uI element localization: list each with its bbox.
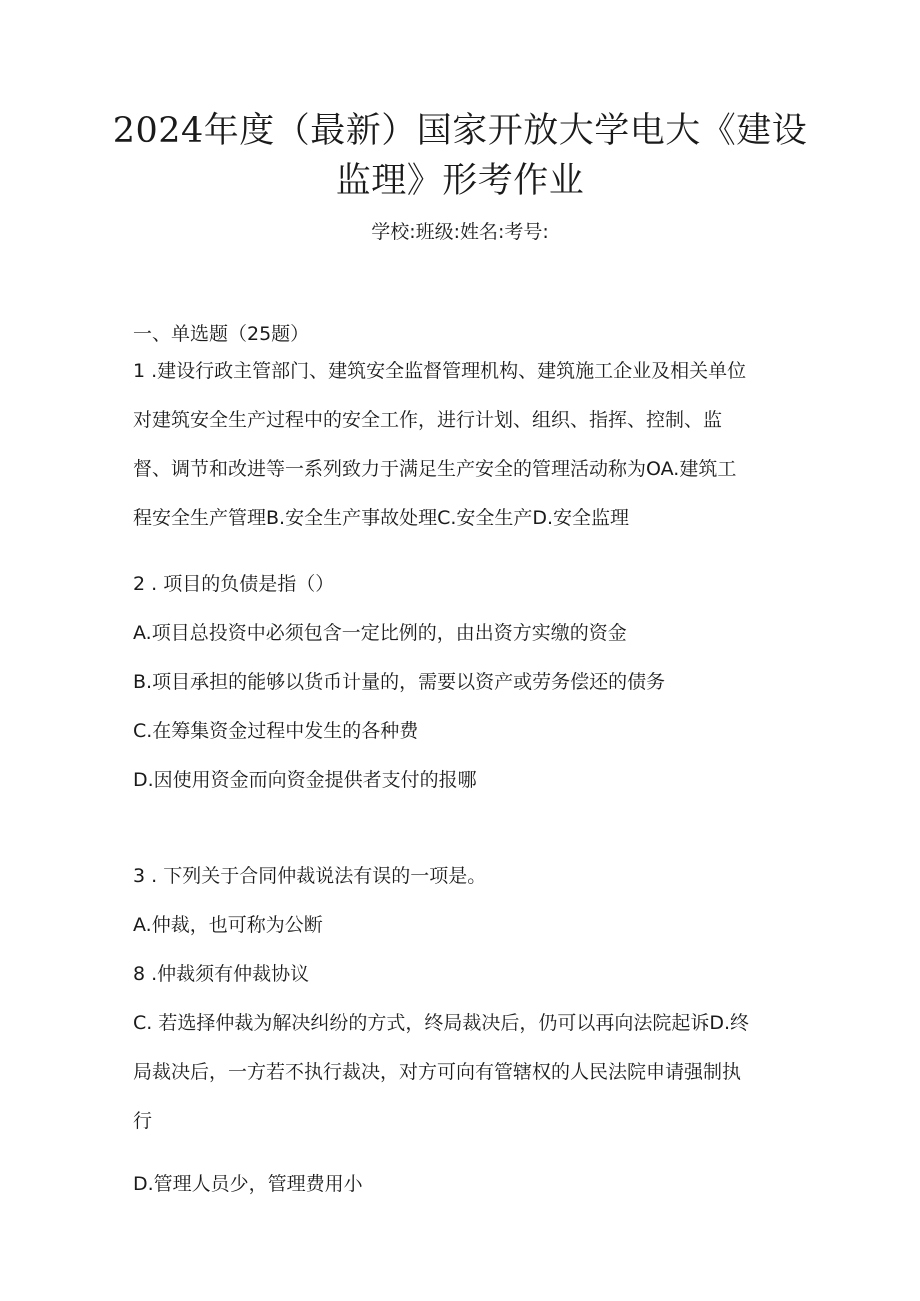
question-3-option-c-line-1: C. 若选择仲裁为解决纠纷的方式，终局裁决后，仍可以再向法院起诉D.终 [133,1012,750,1034]
question-1 [133,347,793,543]
question-2-option-c: C.在筹集资金过程中发生的各种费 [133,720,419,742]
question-1-line-3: 督、调节和改进等一系列致力于满足生产安全的管理活动称为OA.建筑工 [133,458,737,480]
question-3-option-c [133,999,793,1146]
document-title [100,106,820,206]
question-3-option-a: A.仲裁，也可称为公断 [133,914,323,936]
question-3-option-c-line-3: 行 [133,1110,153,1132]
student-info-line: 学校:班级:姓名:考号: [371,221,549,243]
question-2-stem: 2 . 项目的负债是指（） [133,573,335,595]
question-2-option-a: A.项目总投资中必须包含一定比例的，由出资方实缴的资金 [133,622,627,644]
title-line-2: 监理》形考作业 [335,161,585,201]
question-1-line-4: 程安全生产管理B.安全生产事故处理C.安全生产D.安全监理 [133,507,630,529]
question-2-option-d: D.因使用资金而向资金提供者支付的报哪 [133,769,477,791]
question-2-option-b: B.项目承担的能够以货币计量的，需要以资产或劳务偿还的债务 [133,671,666,693]
title-line-1: 2024年度（最新）国家开放大学电大《建设 [112,111,808,151]
question-3-option-c-line-2: 局裁决后，一方若不执行裁决，对方可向有管辖权的人民法院申请强制执 [133,1061,742,1083]
section-heading: 一、单选题（25题） [133,323,310,345]
question-3-option-d: D.管理人员少，管理费用小 [133,1173,363,1195]
question-1-line-1: 1 .建设行政主管部门、建筑安全监督管理机构、建筑施工企业及相关单位 [133,360,747,382]
question-3-option-b: 8 .仲裁须有仲裁协议 [133,963,310,985]
question-3-stem: 3 . 下列关于合同仲裁说法有误的一项是。 [133,865,487,887]
question-1-line-2: 对建筑安全生产过程中的安全工作，进行计划、组织、指挥、控制、监 [133,409,723,431]
